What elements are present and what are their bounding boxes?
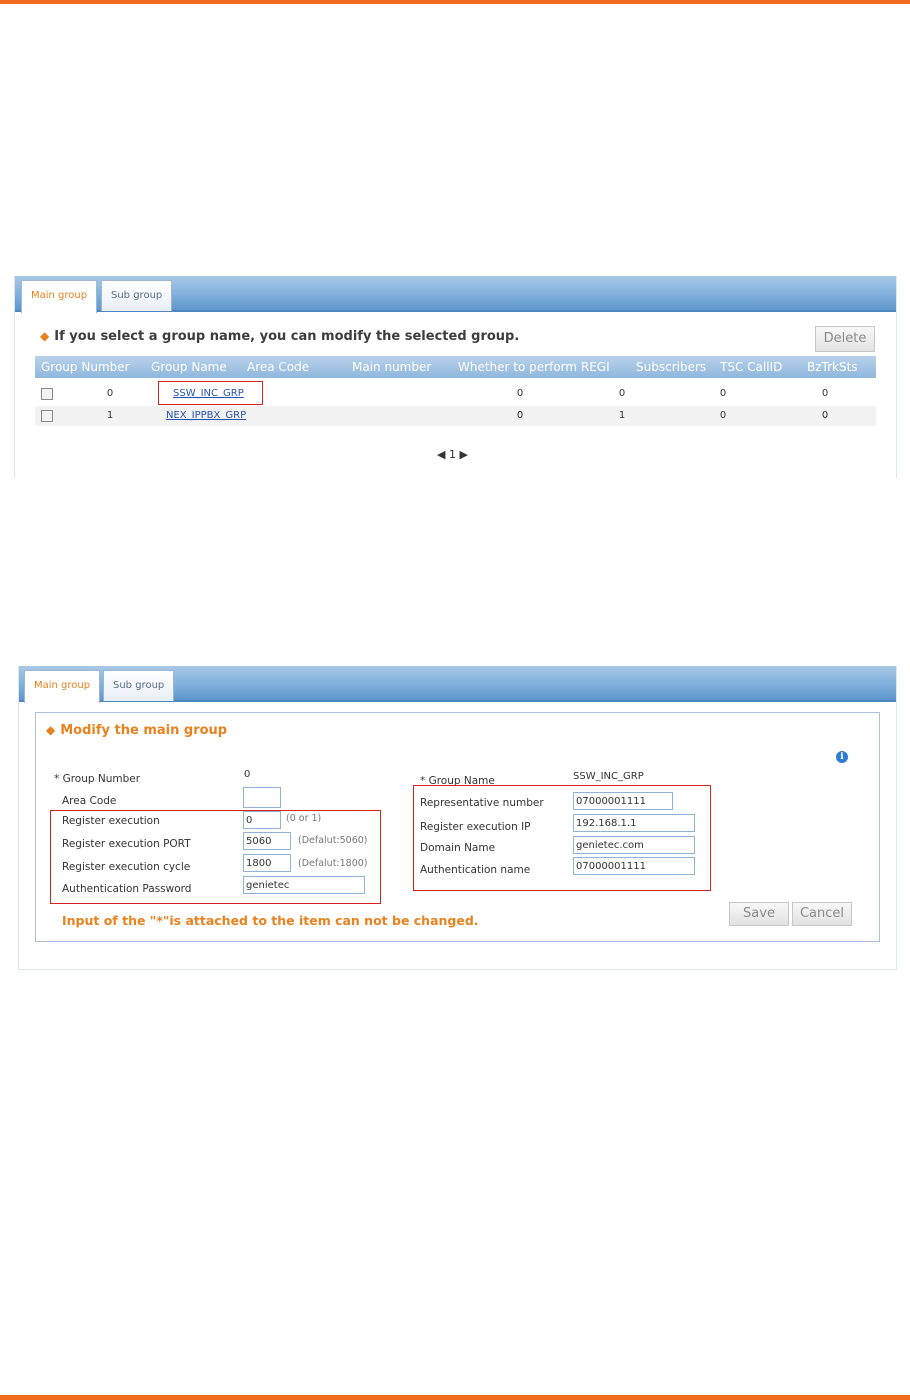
cell-bztrksts: 0 bbox=[821, 388, 829, 399]
register-cycle-hint: (Defalut:1800) bbox=[298, 858, 368, 869]
register-execution-hint: (0 or 1) bbox=[286, 813, 322, 824]
column-header-main-number: Main number bbox=[352, 360, 432, 374]
cell-group-number: 0 bbox=[106, 388, 114, 399]
register-cycle-input[interactable]: 1800 bbox=[243, 854, 291, 872]
modify-form bbox=[35, 712, 880, 942]
section-title bbox=[46, 723, 227, 738]
save-button[interactable]: Save bbox=[729, 902, 789, 926]
group-number-value: 0 bbox=[244, 769, 251, 780]
column-header-area-code: Area Code bbox=[247, 360, 310, 374]
domain-name-input[interactable]: genietec.com bbox=[573, 836, 695, 854]
table-row bbox=[35, 406, 876, 426]
auth-password-input[interactable]: genietec bbox=[243, 876, 365, 894]
column-header-regi: Whether to perform REGI bbox=[458, 360, 610, 374]
diamond-bullet-icon: ◆ bbox=[40, 329, 50, 343]
rep-number-label: Representative number bbox=[420, 797, 544, 809]
tab-sub-group[interactable]: Sub group bbox=[101, 280, 172, 311]
domain-name-label: Domain Name bbox=[420, 842, 496, 854]
auth-password-label: Authentication Password bbox=[62, 883, 192, 895]
main-group-list-panel bbox=[14, 276, 897, 478]
highlight-box bbox=[158, 381, 263, 405]
register-cycle-label: Register execution cycle bbox=[62, 861, 191, 873]
highlight-box bbox=[50, 810, 381, 904]
top-orange-rule bbox=[0, 0, 910, 4]
cell-regi: 0 bbox=[516, 388, 524, 399]
register-execution-label: Register execution bbox=[62, 815, 160, 827]
cell-subscribers: 0 bbox=[618, 388, 626, 399]
cell-bztrksts: 0 bbox=[821, 410, 829, 421]
cell-regi: 0 bbox=[516, 410, 524, 421]
register-port-label: Register execution PORT bbox=[62, 838, 191, 850]
selection-note bbox=[40, 329, 519, 344]
auth-name-label: Authentication name bbox=[420, 864, 531, 876]
modify-main-group-panel bbox=[18, 666, 897, 970]
bottom-orange-rule bbox=[0, 1395, 910, 1400]
register-ip-label: Register execution IP bbox=[420, 821, 531, 833]
cell-group-number: 1 bbox=[106, 410, 114, 421]
register-port-hint: (Defalut:5060) bbox=[298, 835, 368, 846]
auth-name-input[interactable]: 07000001111 bbox=[573, 857, 695, 875]
area-code-input[interactable] bbox=[243, 787, 281, 808]
column-header-group-number: Group Number bbox=[41, 360, 130, 374]
column-header-bztrksts: BzTrkSts bbox=[807, 360, 858, 374]
cancel-button[interactable]: Cancel bbox=[792, 902, 852, 926]
delete-button[interactable]: Delete bbox=[815, 326, 875, 352]
group-name-link[interactable]: NEX_IPPBX_GRP bbox=[166, 410, 247, 421]
info-icon[interactable]: i bbox=[836, 751, 848, 763]
group-number-label: * Group Number bbox=[54, 773, 141, 785]
group-name-link[interactable]: SSW_INC_GRP bbox=[173, 388, 244, 399]
group-name-value: SSW_INC_GRP bbox=[573, 771, 644, 782]
prev-page-icon[interactable]: ◀ bbox=[437, 448, 446, 461]
row-checkbox[interactable] bbox=[41, 410, 53, 422]
register-port-input[interactable]: 5060 bbox=[243, 832, 291, 850]
readonly-warning: Input of the "*"is attached to the item can not be changed. bbox=[62, 913, 479, 928]
cell-tsc-callid: 0 bbox=[719, 410, 727, 421]
rep-number-input[interactable]: 07000001111 bbox=[573, 792, 673, 810]
highlight-box bbox=[413, 785, 711, 891]
register-execution-input[interactable]: 0 bbox=[243, 811, 281, 829]
table-header bbox=[35, 356, 876, 378]
pagination bbox=[437, 448, 468, 461]
column-header-tsc-callid: TSC CallID bbox=[720, 360, 783, 374]
diamond-bullet-icon: ◆ bbox=[46, 723, 56, 737]
tab-main-group[interactable]: Main group bbox=[24, 670, 100, 703]
register-ip-input[interactable]: 192.168.1.1 bbox=[573, 814, 695, 832]
group-name-label: * Group Name bbox=[420, 775, 495, 787]
cell-tsc-callid: 0 bbox=[719, 388, 727, 399]
selection-note-text: If you select a group name, you can modify the selected group. bbox=[54, 329, 520, 344]
column-header-subscribers: Subscribers bbox=[636, 360, 707, 374]
cell-subscribers: 1 bbox=[618, 410, 626, 421]
tab-sub-group[interactable]: Sub group bbox=[103, 670, 174, 701]
next-page-icon[interactable]: ▶ bbox=[459, 448, 468, 461]
tab-main-group[interactable]: Main group bbox=[21, 280, 97, 313]
row-checkbox[interactable] bbox=[41, 388, 53, 400]
page-number[interactable]: 1 bbox=[448, 448, 456, 461]
area-code-label: Area Code bbox=[62, 795, 117, 807]
column-header-group-name: Group Name bbox=[151, 360, 227, 374]
section-title-text: Modify the main group bbox=[60, 723, 228, 738]
